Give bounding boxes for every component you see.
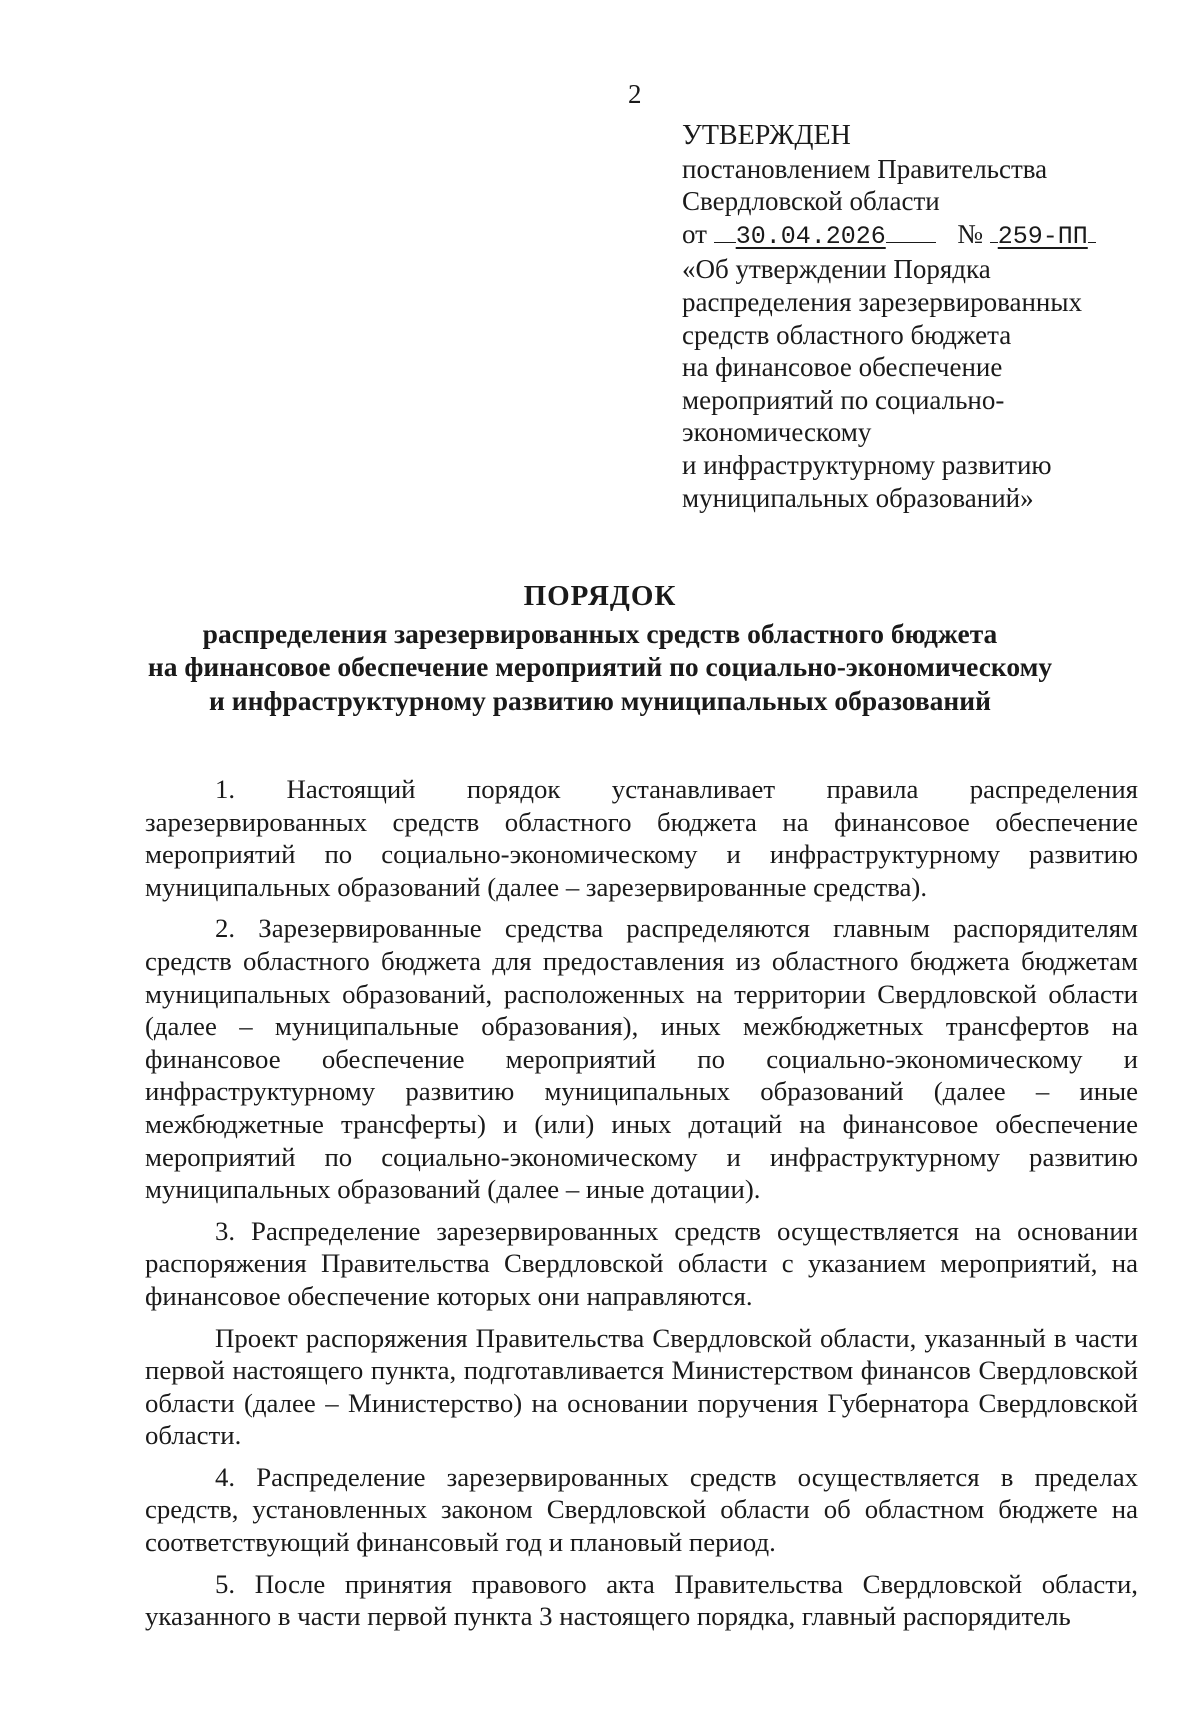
approval-title-line: и инфраструктурному развитию: [682, 449, 1052, 480]
paragraph-5: 5. После принятия правового акта Правительства Свердловской области, указанного в части первой пункта 3 настоящего порядка, главный распорядитель: [145, 1568, 1138, 1632]
approval-number: 259-ПП: [997, 221, 1088, 251]
title-heading: ПОРЯДОК: [523, 580, 677, 612]
number-prefix: №: [957, 218, 983, 249]
paragraph-2: 2. Зарезервированные средства распределяются главным распорядителям средств областного бюджета для предоставления из областного бюджета бюджетам муниципальных образований, расположенных на территории Свердловской области (далее – муниципальные образования), иных межбюджетных трансфертов на финансовое обеспечение мероприятий по социально-экономическому и инфраструктурному развитию муниципальных образований (далее – иные межбюджетные трансферты) и (или) иных дотаций на финансовое обеспечение мероприятий по социально-экономическому и инфраструктурному развитию муниципальных образований (далее – иные дотации).: [145, 913, 1138, 1205]
approval-issuer-line: постановлением Правительства: [682, 153, 1048, 184]
approval-stamp: УТВЕРЖДЕН: [682, 120, 851, 151]
title-line: распределения зарезервированных средств областного бюджета: [202, 617, 998, 649]
date-prefix: от: [682, 218, 707, 249]
document-body: [145, 773, 1138, 1633]
approval-block: [682, 120, 1152, 514]
approval-region-line: Свердловской области: [682, 186, 940, 217]
approval-title-line: «Об утверждении Порядка: [682, 254, 991, 285]
approval-date-line: [682, 218, 1152, 254]
number-underline-right: [1088, 218, 1096, 243]
number-underline-left: [990, 218, 998, 243]
paragraph-4: 4. Распределение зарезервированных средств осуществляется в пределах средств, установленных законом Свердловской области об областном бюджете на соответствующий финансовый год и плановый период.: [145, 1461, 1138, 1558]
approval-title-line: средств областного бюджета: [682, 319, 1012, 350]
approval-title-line: на финансовое обеспечение: [682, 352, 1003, 383]
paragraph-3-part-2: Проект распоряжения Правительства Свердловской области, указанный в части первой настоящего пункта, подготавливается Министерством финансов Свердловской области (далее – Министерство) на основании поручения Губернатора Свердловской области.: [145, 1322, 1138, 1451]
paragraph-3: 3. Распределение зарезервированных средств осуществляется на основании распоряжения Правительства Свердловской области с указанием мероприятий, на финансовое обеспечение которых они направляются.: [145, 1215, 1138, 1311]
title-line: на финансовое обеспечение мероприятий по социально-экономическому: [147, 651, 1053, 682]
approval-title-line: муниципальных образований»: [682, 482, 1034, 513]
approval-title-line: экономическому: [682, 417, 872, 448]
approval-date: 30.04.2026: [735, 221, 886, 251]
paragraph-1: 1. Настоящий порядок устанавливает правила распределения зарезервированных средств областного бюджета на финансовое обеспечение мероприятий по социально-экономическому и инфраструктурному развитию муниципальных образований (далее – зарезервированные средства).: [145, 774, 1138, 902]
document-title: [0, 580, 1200, 717]
approval-title-line: мероприятий по социально-: [682, 384, 1005, 415]
date-underline-left: [714, 218, 736, 243]
date-underline-right: [886, 218, 936, 243]
approval-title-line: распределения зарезервированных: [682, 286, 1083, 317]
title-line: и инфраструктурному развитию муниципальных образований: [209, 684, 991, 716]
page-number: 2: [628, 79, 642, 109]
